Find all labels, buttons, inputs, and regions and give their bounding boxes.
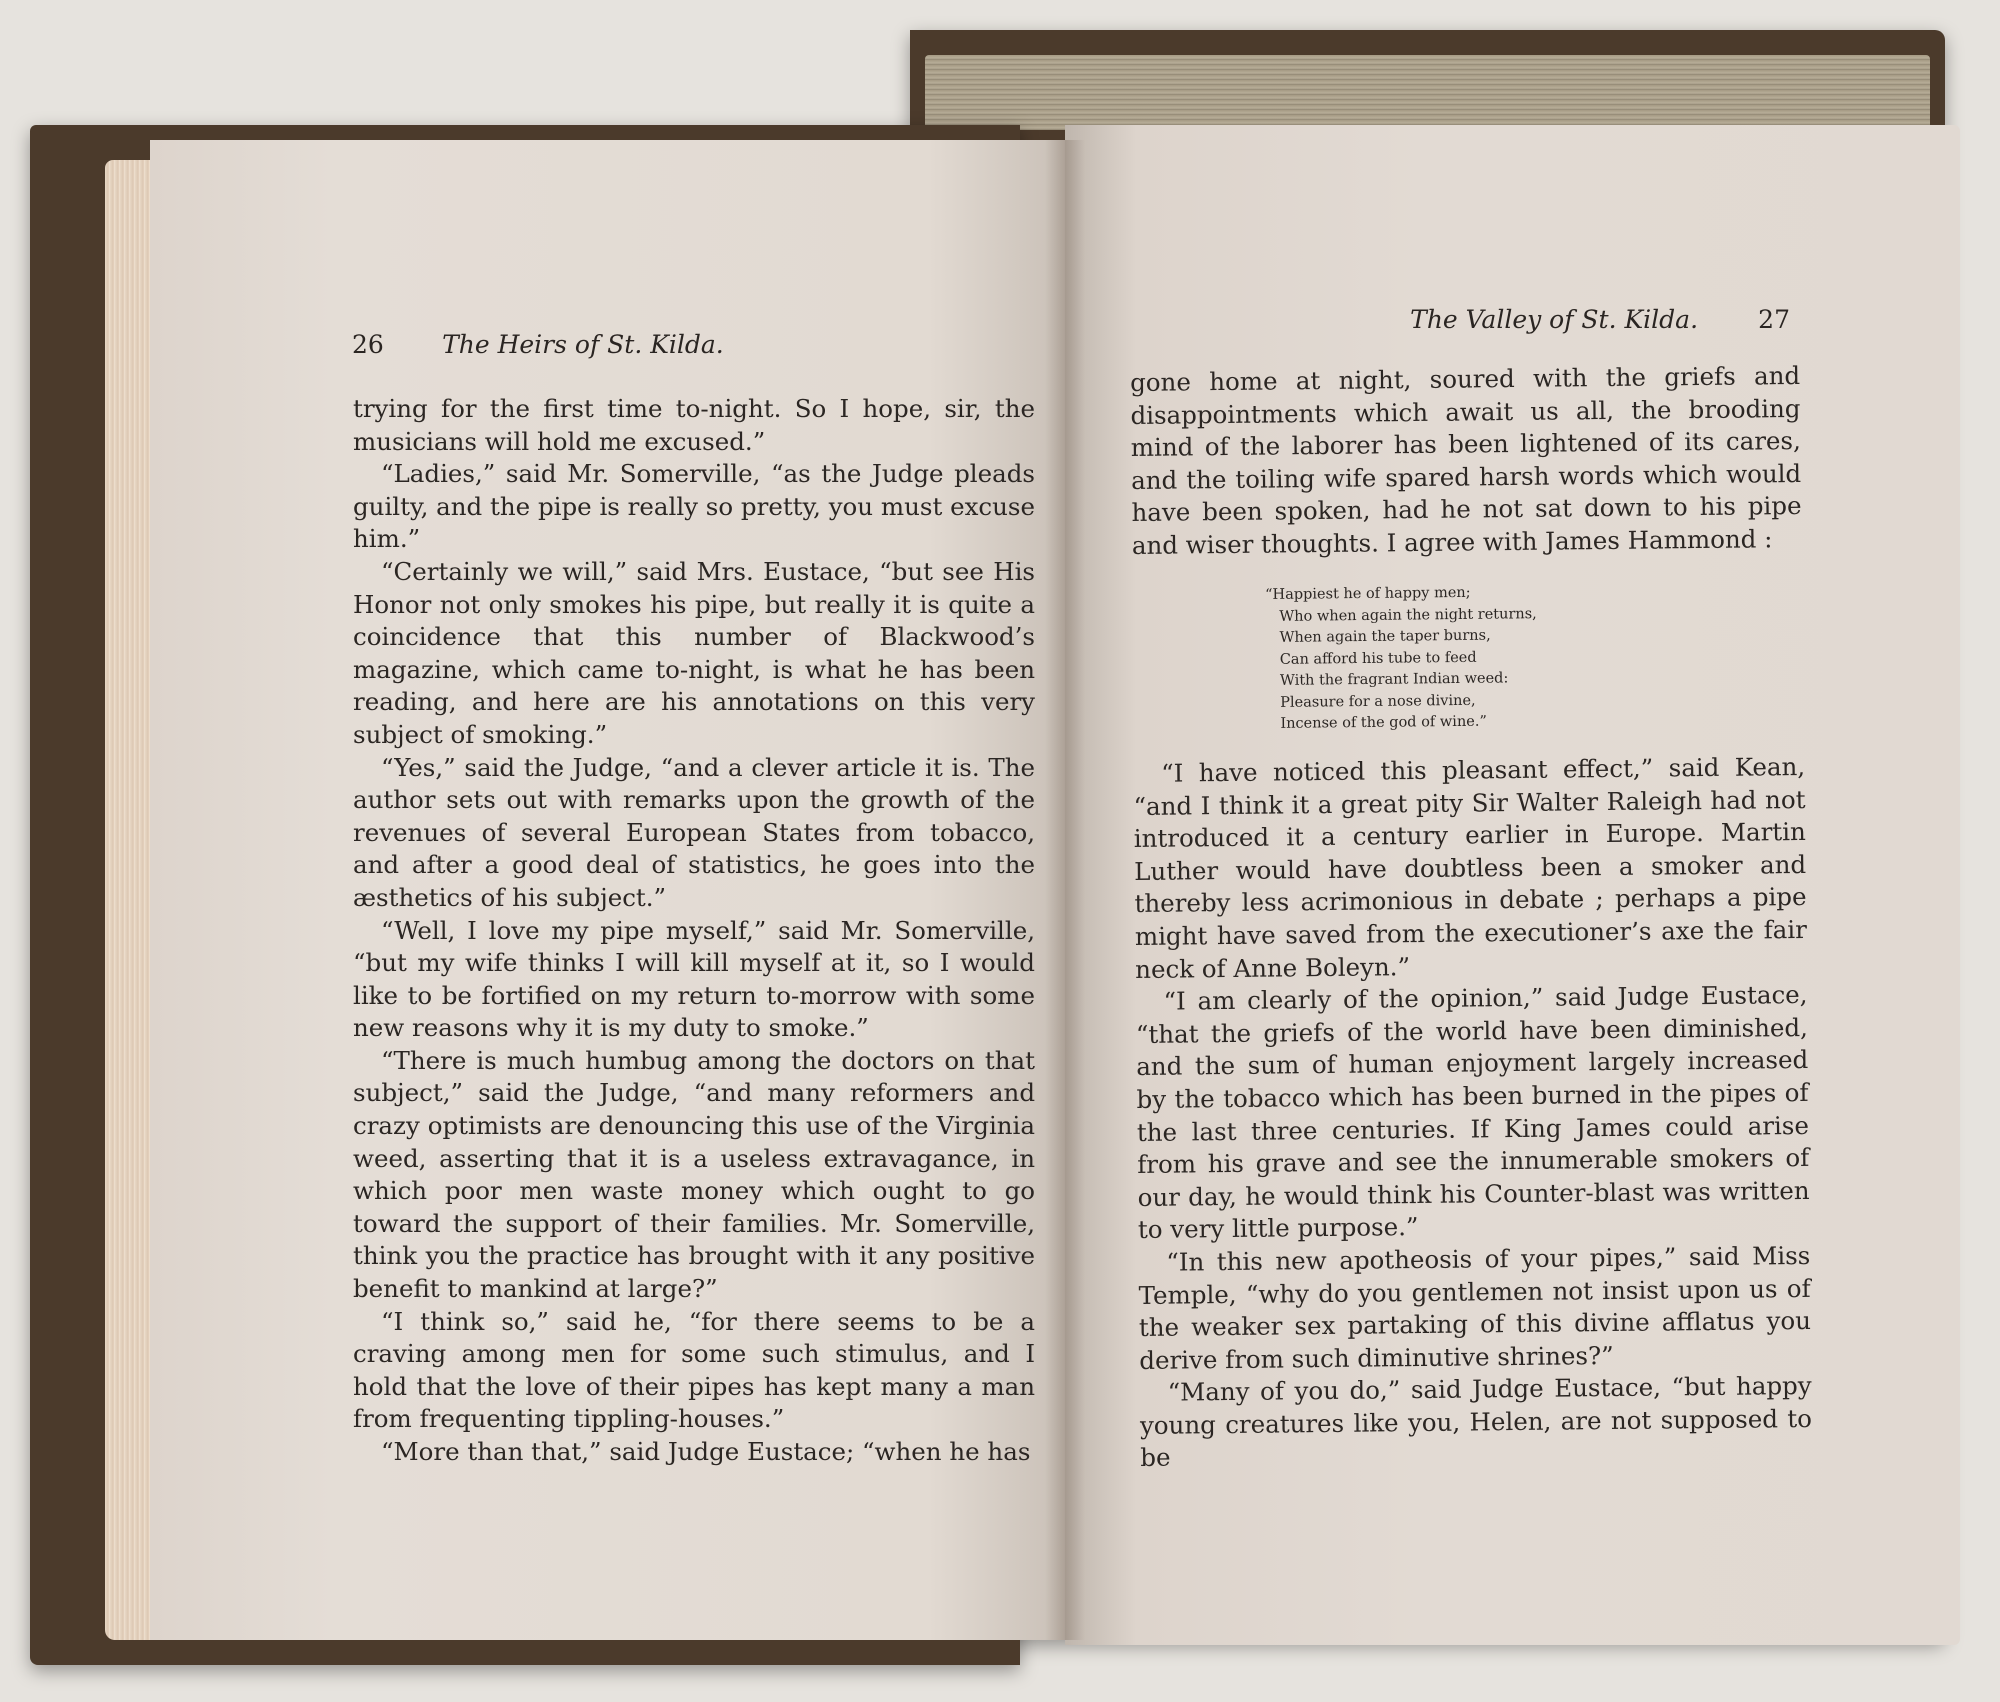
poem-line: With the fragrant Indian weed: [1279, 670, 1509, 689]
paragraph: “Yes,” said the Judge, “and a clever article it is. The author sets out with remarks upon the growth of the revenues of several European States from tobacco, and after a good deal of statistics, he goes into the æsthetics of his subject.” [353, 752, 1035, 912]
left-running-title: The Heirs of St. Kilda. [442, 330, 724, 359]
poem-line: “Happiest he of happy men; [1265, 584, 1471, 603]
paragraph: “There is much humbug among the doctors on that subject,” said the Judge, “and many reformers and crazy optimists are denouncing this use of the Virginia weed, asserting that it is a useless extravagance, in which poor men waste money which ought to go toward the support of their families. Mr. Somerville, think you the practice has brought with it any positive benefit to mankind at large?” [353, 1045, 1035, 1304]
paragraph: “Many of you do,” said Judge Eustace, “but happy young creatures like you, Helen, are not supposed to be [1139, 1371, 1813, 1473]
poem-line: Who when again the night returns, [1279, 605, 1537, 625]
poem-line: Incense of the god of wine.” [1280, 713, 1487, 732]
poem-line: When again the taper burns, [1279, 627, 1491, 646]
right-page-number: 27 [1758, 305, 1790, 334]
right-page-text-bottom [1133, 751, 1812, 1475]
poem-quotation [1265, 581, 1617, 735]
paragraph: “I am clearly of the opinion,” said Judge Eustace, “that the griefs of the world have been diminished, and the sum of human enjoyment largely increased by the tobacco which has been burned in the pipes of the last three centuries. If King James could arise from his grave and see the innumerable smokers of our day, he would think his Counter-blast was written to very little purpose.” [1135, 980, 1810, 1245]
poem-line: Pleasure for a nose divine, [1280, 692, 1476, 711]
paragraph: “I think so,” said he, “for there seems to be a craving among men for some such stimulus, and I hold that the love of their pipes has kept many a man from frequenting tippling-houses.” [353, 1306, 1035, 1434]
page-block-top-edge [925, 55, 1930, 130]
paragraph: “In this new apotheosis of your pipes,” said Miss Temple, “why do you gentlemen not insist upon us of the weaker sex partaking of this divine afflatus you derive from such diminutive shrines?” [1138, 1240, 1812, 1375]
right-running-title: The Valley of St. Kilda. [1410, 305, 1699, 334]
paragraph: “I have noticed this pleasant effect,” said Kean, “and I think it a great pity Sir Walter Raleigh had not introduced it a century earlier in Europe. Martin Luther would have doubtless been a smoker and thereby less acrimonious in debate ; perhaps a pipe might have saved from the executioner’s axe the fair neck of Anne Boleyn.” [1133, 751, 1807, 984]
paragraph: “More than that,” said Judge Eustace; “when he has [381, 1437, 1031, 1466]
book-gutter [1045, 140, 1085, 1640]
right-page-text-top [1130, 360, 1802, 563]
paragraph: gone home at night, soured with the griefs and disappointments which await us all, the brooding mind of the laborer has been lightened of its cares, and the toiling wife spared harsh words which would have been spoken, had he not sat down to his pipe and wiser thoughts. I agree with James Hammond : [1130, 360, 1802, 560]
left-page-text [353, 393, 1035, 1469]
poem-line: Can afford his tube to feed [1279, 649, 1477, 668]
right-running-head [1320, 305, 1790, 334]
paragraph: “Well, I love my pipe myself,” said Mr. Somerville, “but my wife thinks I will kill myself at it, so I would like to be fortified on my return to-morrow with some new reasons why it is my duty to smoke.” [353, 915, 1035, 1043]
paragraph: “Ladies,” said Mr. Somerville, “as the Judge pleads guilty, and the pipe is really so pretty, you must excuse him.” [353, 459, 1035, 554]
left-page-number: 26 [352, 330, 384, 359]
left-running-head [352, 330, 812, 359]
paragraph: “Certainly we will,” said Mrs. Eustace, “but see His Honor not only smokes his pipe, but really it is quite a coincidence that this number of Blackwood’s magazine, which came to-night, is what he has been reading, and here are his annotations on this very subject of smoking.” [353, 556, 1035, 749]
paragraph: trying for the first time to-night. So I hope, sir, the musicians will hold me excused.” [353, 394, 1035, 456]
